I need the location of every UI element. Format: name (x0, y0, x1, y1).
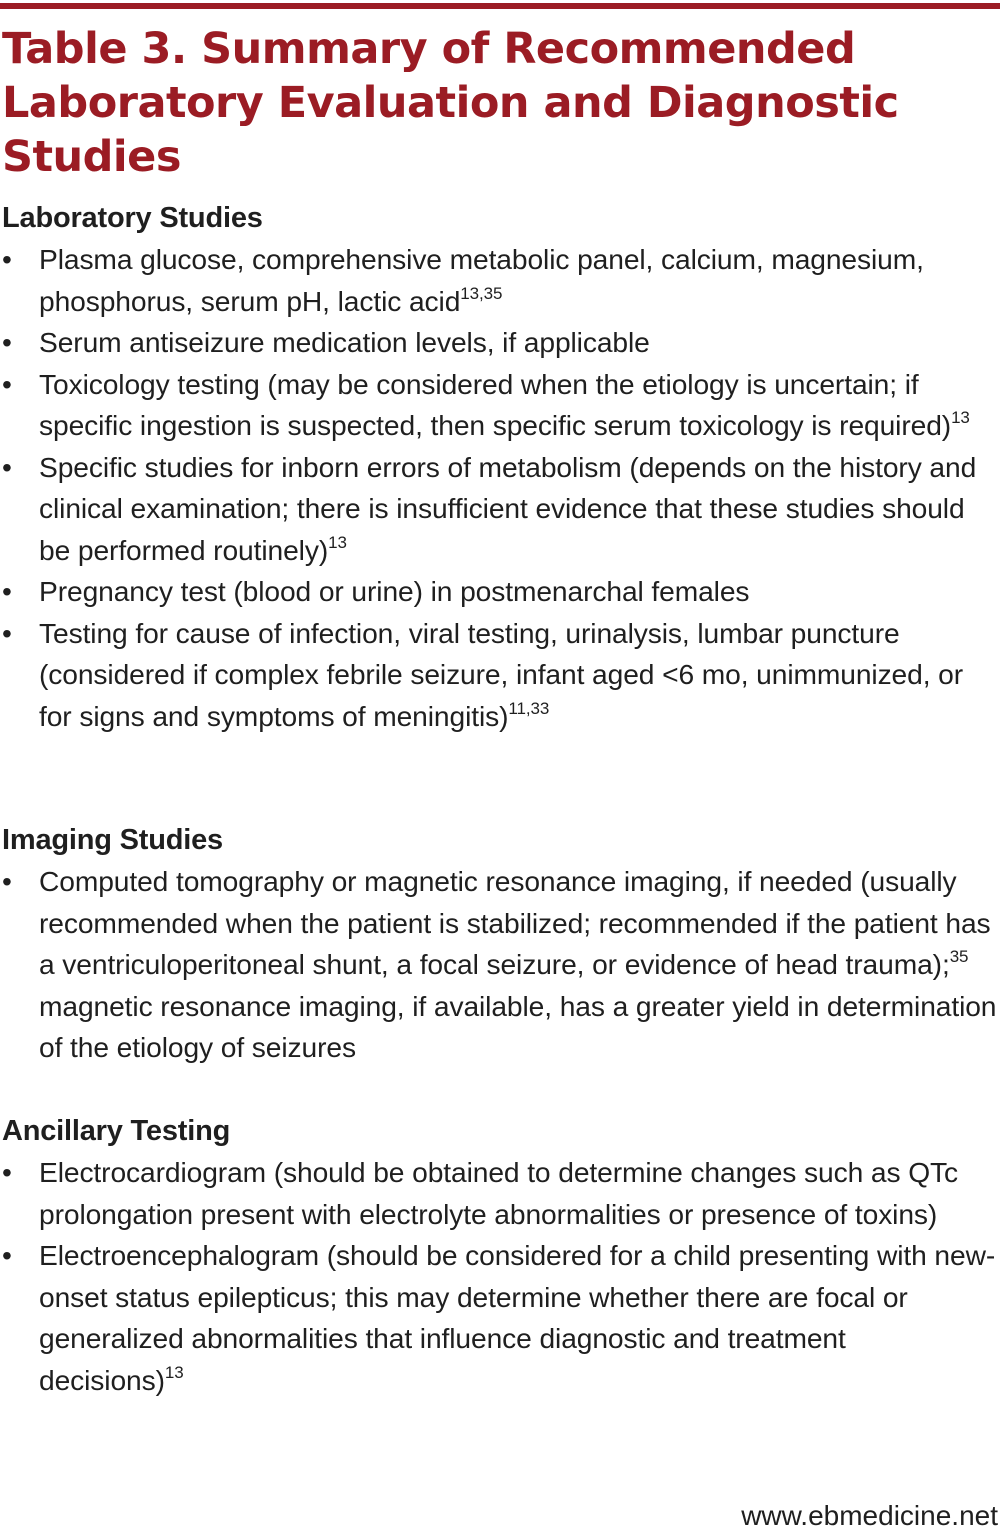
list-item (2, 364, 998, 447)
list-item (2, 571, 998, 613)
list-item (2, 447, 998, 572)
bullet-icon: • (2, 450, 12, 483)
bullet-icon: • (2, 616, 12, 649)
item-text: Specific studies for inborn errors of metabolism (depends on the history and clinical examination; there is insufficient evidence that these studies should be performed routinely) (39, 450, 977, 566)
title-top-rule (0, 3, 1000, 9)
bullet-icon: • (2, 243, 12, 275)
table-title: Table 3. Summary of Recommended Laboratory Evaluation and Diagnostic Studies (2, 24, 899, 182)
bullet-icon: • (2, 367, 12, 400)
bullet-icon: • (2, 326, 12, 358)
list-item (2, 861, 998, 1069)
item-text: Electroencephalogram (should be considered for a child presenting with new-onset status epilepticus; this may determine whether there are focal or generalized abnormalities that influence diagnostic and treatment decisions) (39, 1239, 996, 1396)
laboratory-studies-section (2, 197, 998, 737)
bullet-icon: • (2, 1239, 12, 1271)
bullet-icon: • (2, 575, 12, 607)
reference-citation: 35 (949, 947, 969, 966)
item-text: Computed tomography or magnetic resonance imaging, if needed (usually recommended when the patient is stabilized; recommended if the patient has a ventriculoperitoneal shunt, a focal seizure, or evidence of head trauma); (39, 865, 991, 980)
item-text: Testing for cause of infection, viral testing, urinalysis, lumbar puncture (considered if complex febrile seizure, infant aged <6 mo, unimmunized, or for signs and symptoms of meningitis) (39, 616, 964, 732)
section-heading-laboratory: Laboratory Studies (2, 202, 263, 234)
list-item (2, 1152, 998, 1235)
reference-citation: 11,33 (508, 698, 550, 718)
reference-citation: 13 (328, 532, 347, 552)
list-item (2, 322, 998, 364)
list-item (2, 613, 998, 738)
reference-citation: 13 (164, 1362, 184, 1382)
bullet-icon: • (2, 865, 12, 897)
reference-citation: 13 (951, 408, 970, 427)
list-item (2, 1235, 998, 1401)
laboratory-studies-list (2, 239, 998, 737)
imaging-studies-section (2, 819, 998, 1069)
item-text: Electrocardiogram (should be obtained to determine changes such as QTc prolongation present with electrolyte abnormalities or presence of toxins) (39, 1156, 959, 1230)
section-heading-imaging: Imaging Studies (2, 824, 223, 856)
ancillary-testing-list (2, 1152, 998, 1401)
source-website: www.ebmedicine.net (741, 1500, 998, 1531)
list-item (2, 239, 998, 322)
reference-citation: 13,35 (460, 283, 503, 303)
item-text: Toxicology testing (may be considered when the etiology is uncertain; if specific ingestion is suspected, then specific serum toxicology is required) (39, 367, 952, 441)
section-heading-ancillary: Ancillary Testing (2, 1115, 231, 1147)
item-text-continued: magnetic resonance imaging, if available, has a greater yield in determination of the etiology of seizures (39, 989, 997, 1063)
ancillary-testing-section (2, 1110, 998, 1401)
imaging-studies-list (2, 861, 998, 1069)
item-text: Plasma glucose, comprehensive metabolic panel, calcium, magnesium, phosphorus, serum pH, lactic acid (39, 243, 924, 317)
item-text: Serum antiseizure medication levels, if applicable (39, 326, 650, 358)
bullet-icon: • (2, 1156, 12, 1188)
item-text: Pregnancy test (blood or urine) in postmenarchal females (39, 575, 750, 607)
